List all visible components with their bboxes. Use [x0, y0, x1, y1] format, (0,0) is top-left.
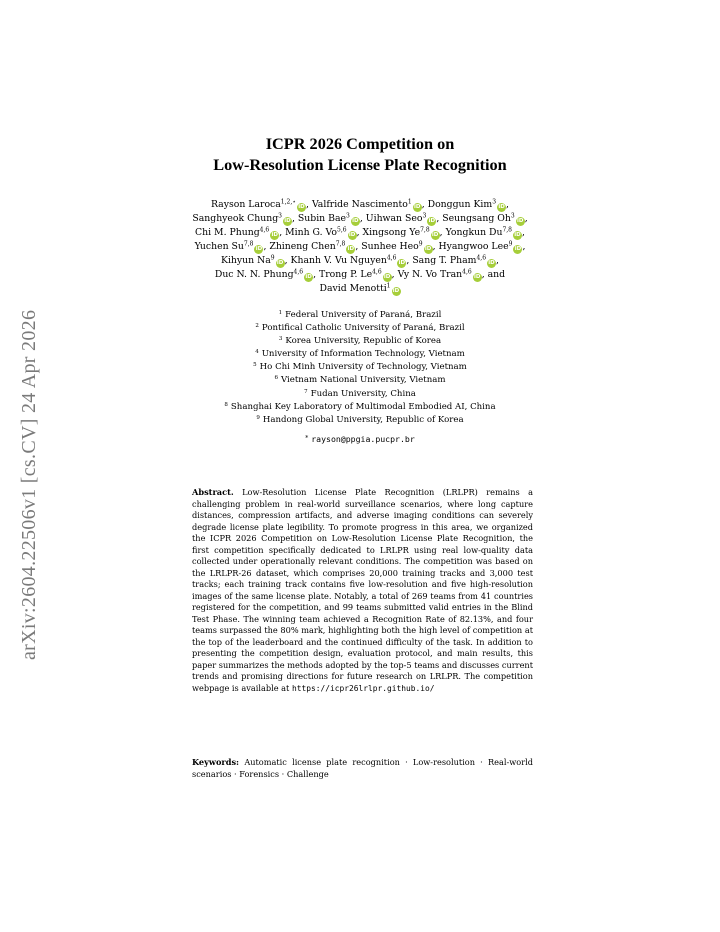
- author-separator: ,: [313, 269, 320, 280]
- author: [291, 255, 413, 266]
- author: [319, 283, 400, 294]
- orcid-icon[interactable]: iD: [473, 274, 481, 280]
- author: [192, 213, 298, 224]
- affiliation: [160, 335, 560, 348]
- author-separator: ,: [356, 227, 363, 238]
- author: [285, 227, 362, 238]
- abstract: [192, 487, 533, 694]
- author: [366, 213, 442, 224]
- orcid-icon[interactable]: iD: [276, 260, 284, 266]
- author-separator: ,: [391, 269, 398, 280]
- author-affiliation-marks: 1: [386, 282, 391, 290]
- author-name: Yuchen Su: [194, 241, 244, 252]
- author-name: Xingsong Ye: [362, 227, 421, 238]
- author-affiliation-marks: 4,6: [476, 254, 487, 262]
- author-affiliation-marks: 3: [346, 212, 350, 220]
- affiliation-number: 7: [304, 388, 308, 395]
- orcid-icon[interactable]: iD: [392, 288, 400, 294]
- author-name: Valfride Nascimento: [311, 199, 408, 210]
- author-name: Yongkun Du: [445, 227, 503, 238]
- author-name: Trong P. Le: [319, 269, 373, 280]
- affiliation-text: Fudan University, China: [310, 388, 416, 399]
- affiliation-number: 2: [255, 323, 259, 330]
- orcid-icon[interactable]: iD: [298, 204, 305, 210]
- author-list: [155, 198, 565, 296]
- author-affiliation-marks: 4,6: [462, 268, 472, 276]
- author: [438, 241, 525, 252]
- affiliation-number: 9: [256, 414, 260, 421]
- orcid-icon[interactable]: iD: [305, 274, 312, 280]
- abstract-text: Low-Resolution License Plate Recognition (LRLPR) remains a challenging problem in real-world surveillance scenarios, where long capture distances, compression artifacts, and adverse imaging conditions can severely degrade license plate legibility. To promote progress in this area, we organized the ICPR 2026 Competition on Low-Resolution License Plate Recognition, the first competition specifically dedicated to LRLPR using real low-quality data collected under operationally relevant conditions. The competition was based on the LRLPR-26 dataset, which comprises 20,000 training tracks and 3,000 test tracks; each training track contains five low-resolution and five high-resolution images of the same license plate. Notably, a total of 269 teams from 41 countries registered for the competition, and 99 teams submitted valid entries in the Blind Test Phase. The winning team achieved a Recognition Rate of 82.13%, and four teams surpassed the 80% mark, highlighting both the high level of competition at the top of the leaderboard and the continued difficulty of the task. In addition to presenting the competition design, evaluation protocol, and main results, this paper summarizes the methods adopted by the top-5 teams and discusses current trends and promising directions for future research on LRLPR. The competition webpage is available at: [192, 487, 533, 693]
- author-name: Zhineng Chen: [269, 241, 336, 252]
- competition-url-link[interactable]: https://icpr26lrlpr.github.io/: [291, 683, 435, 693]
- affiliation-text: Federal University of Paraná, Brazil: [285, 310, 442, 320]
- author: [269, 241, 361, 252]
- keywords-label: Keywords:: [192, 757, 240, 767]
- author: [319, 269, 398, 280]
- author: [195, 241, 270, 252]
- author-affiliation-marks: 9: [418, 240, 423, 248]
- author: [215, 269, 319, 280]
- email-mark: *: [305, 435, 309, 442]
- author-affiliation-marks: 3: [422, 212, 427, 220]
- email-address[interactable]: rayson@ppgia.pucpr.br: [311, 434, 415, 444]
- author-affiliation-marks: 4,6: [259, 226, 270, 234]
- author-name: Rayson Laroca: [210, 199, 281, 210]
- author-affiliation-marks: 1: [407, 198, 412, 206]
- orcid-icon[interactable]: iD: [413, 204, 421, 210]
- author-name: Subin Bae: [297, 213, 347, 224]
- author-separator: , and: [481, 269, 506, 280]
- orcid-icon[interactable]: iD: [352, 218, 359, 224]
- author-separator: ,: [359, 213, 366, 224]
- author-affiliation-marks: 9: [508, 240, 513, 248]
- author-name: Chi M. Phung: [195, 227, 260, 238]
- author-separator: ,: [406, 255, 413, 266]
- author-name: Sunhee Heo: [361, 241, 419, 252]
- author-affiliation-marks: 4,6: [386, 254, 397, 262]
- keywords: [192, 757, 533, 780]
- title-line-1: ICPR 2026 Competition on: [265, 134, 455, 153]
- author-separator: ,: [306, 199, 312, 210]
- affiliation: [160, 388, 560, 401]
- orcid-icon[interactable]: iD: [271, 232, 278, 238]
- affiliation: [160, 309, 560, 322]
- author-separator: ,: [522, 241, 526, 252]
- author-separator: ,: [439, 227, 446, 238]
- author-name: Seungsang Oh: [442, 213, 511, 224]
- orcid-icon[interactable]: iD: [428, 218, 436, 224]
- author-name: Khanh V. Vu Nguyen: [290, 255, 387, 266]
- author-name: David Menotti: [319, 283, 387, 294]
- author-affiliation-marks: 3: [510, 212, 515, 220]
- author-separator: ,: [355, 241, 362, 252]
- author-affiliation-marks: 7,8: [243, 240, 254, 248]
- corresponding-email: [160, 434, 560, 444]
- author-name: Duc N. N. Phung: [214, 269, 294, 280]
- author-affiliation-marks: 5,6: [337, 226, 347, 234]
- author-affiliation-marks: 7,8: [335, 240, 346, 248]
- author-separator: ,: [279, 227, 286, 238]
- orcid-icon[interactable]: iD: [347, 246, 355, 252]
- orcid-icon[interactable]: iD: [424, 246, 432, 252]
- affiliation-text: University of Information Technology, Vietnam: [261, 349, 465, 360]
- author-affiliation-marks: 7,8: [420, 226, 430, 234]
- paper-title: [160, 133, 560, 175]
- author-affiliation-marks: 7,8: [502, 226, 512, 234]
- author-separator: ,: [496, 255, 499, 266]
- affiliation: [160, 322, 560, 335]
- arxiv-identifier: arXiv:2604.22506v1 [cs.CV] 24 Apr 2026: [18, 309, 40, 661]
- author: [312, 199, 428, 210]
- author-name: Uihwan Seo: [365, 213, 423, 224]
- author-separator: ,: [522, 227, 525, 238]
- orcid-icon[interactable]: iD: [383, 274, 391, 280]
- author-name: Donggun Kim: [427, 199, 493, 210]
- author: [221, 255, 291, 266]
- author-separator: ,: [421, 199, 428, 210]
- author-separator: ,: [506, 199, 510, 210]
- affiliation-text: Pontifical Catholic University of Paraná, Brazil: [261, 323, 465, 334]
- author-separator: ,: [524, 213, 528, 224]
- author: [398, 269, 506, 280]
- orcid-icon[interactable]: iD: [498, 204, 505, 210]
- orcid-icon[interactable]: iD: [516, 218, 524, 224]
- author: [195, 227, 285, 238]
- author-affiliation-marks: 3: [492, 198, 497, 206]
- author-separator: ,: [436, 213, 443, 224]
- author-name: Vy N. Vo Tran: [397, 269, 463, 280]
- author-separator: ,: [263, 241, 270, 252]
- author-affiliation-marks: 4,6: [372, 268, 382, 276]
- orcid-icon[interactable]: iD: [255, 246, 263, 252]
- author-separator: ,: [284, 255, 291, 266]
- author-name: Sang T. Pham: [412, 255, 477, 266]
- author-affiliation-marks: 4,6: [293, 268, 304, 276]
- author-affiliation-marks: 1,2,⋆: [280, 198, 297, 206]
- affiliation-number: 6: [274, 375, 278, 382]
- author-affiliation-marks: 9: [270, 254, 275, 262]
- author: [362, 227, 445, 238]
- orcid-icon[interactable]: iD: [514, 232, 521, 238]
- author-separator: ,: [432, 241, 439, 252]
- orcid-icon[interactable]: iD: [284, 218, 291, 224]
- keywords-text: Automatic license plate recognition · Low-resolution · Real-world scenarios · Forensics · Challenge: [192, 757, 533, 779]
- orcid-icon[interactable]: iD: [348, 232, 356, 238]
- author: [442, 213, 527, 224]
- author-name: Minh G. Vo: [285, 227, 338, 238]
- author: [298, 213, 366, 224]
- author: [428, 199, 509, 210]
- author-name: Kihyun Na: [221, 255, 271, 266]
- author-separator: ,: [291, 213, 298, 224]
- affiliation: [160, 374, 560, 387]
- author-affiliation-marks: 3: [278, 212, 282, 220]
- affiliation-number: 3: [278, 336, 283, 343]
- abstract-label: Abstract.: [192, 487, 234, 497]
- affiliation-list: [160, 309, 560, 427]
- affiliation-number: 4: [255, 349, 259, 356]
- affiliation-text: Korea University, Republic of Korea: [285, 336, 442, 347]
- affiliation-text: Vietnam National University, Vietnam: [280, 375, 446, 386]
- orcid-icon[interactable]: iD: [431, 232, 439, 238]
- author: [446, 227, 525, 238]
- title-line-2: Low-Resolution License Plate Recognition: [213, 155, 507, 174]
- affiliation: [160, 401, 560, 414]
- author: [361, 241, 438, 252]
- author-name: Hyangwoo Lee: [438, 241, 509, 252]
- affiliation: [160, 348, 560, 361]
- author: [211, 199, 312, 210]
- affiliation: [160, 361, 560, 374]
- affiliation-text: Handong Global University, Republic of Korea: [262, 414, 464, 425]
- affiliation: [160, 414, 560, 427]
- author-name: Sanghyeok Chung: [192, 213, 279, 224]
- author: [412, 255, 499, 266]
- orcid-icon[interactable]: iD: [488, 260, 495, 266]
- affiliation-number: 5: [253, 362, 257, 369]
- affiliation-number: 1: [278, 310, 283, 316]
- affiliation-text: Shanghai Key Laboratory of Multimodal Embodied AI, China: [230, 401, 496, 412]
- affiliation-number: 8: [224, 401, 228, 408]
- orcid-icon[interactable]: iD: [514, 246, 522, 252]
- orcid-icon[interactable]: iD: [398, 260, 406, 266]
- affiliation-text: Ho Chi Minh University of Technology, Vietnam: [259, 362, 467, 373]
